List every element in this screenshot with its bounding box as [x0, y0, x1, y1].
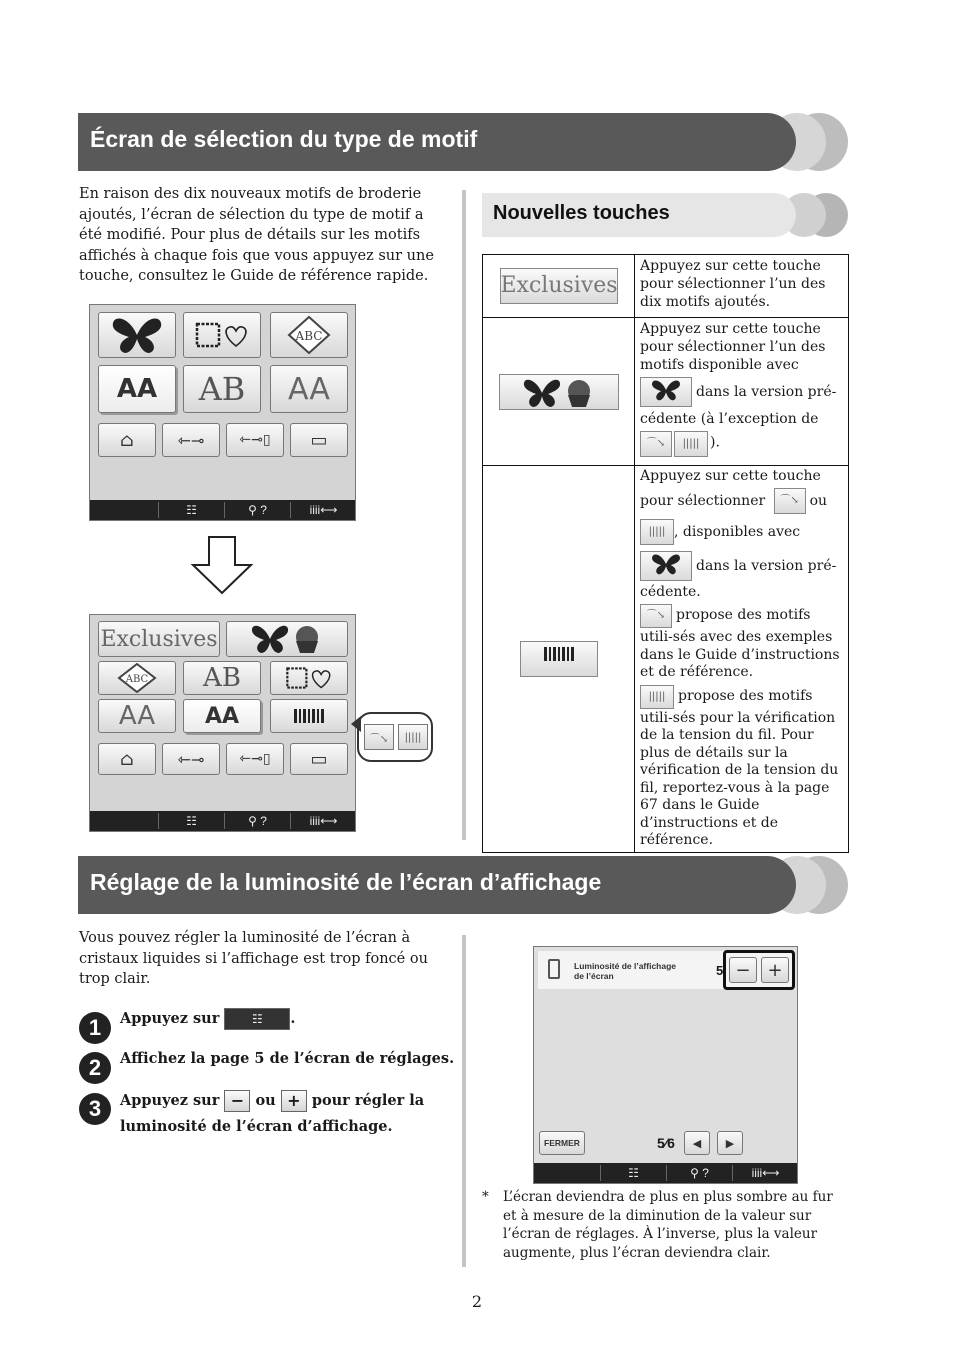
triangle-left-icon: ◀ [692, 1136, 702, 1150]
brightness-label-1: Luminosité de l’affichage [574, 961, 677, 971]
stitch-sample-icon: ⌒↘ [774, 488, 806, 514]
butterfly-key-icon [640, 377, 692, 407]
settings-icon[interactable]: ☷ [158, 813, 224, 829]
tension-barcode-icon: ||||| [640, 519, 674, 545]
barcode-icon [294, 709, 324, 723]
row2-text-c: ). [710, 434, 720, 451]
table-row [483, 318, 849, 466]
help-icon[interactable]: ⚲ ? [666, 1165, 732, 1181]
plus-button[interactable]: + [281, 1090, 307, 1112]
exclusives-key: Exclusives [500, 268, 618, 304]
plus-button[interactable]: + [761, 957, 789, 983]
key-butterfly[interactable] [98, 312, 176, 358]
row3-text-ou: ou [809, 492, 828, 509]
screen-after [89, 614, 356, 832]
step-number: 2 [79, 1052, 111, 1084]
triangle-right-icon: ▶ [725, 1136, 735, 1150]
brightness-label-2: de l’écran [574, 971, 614, 981]
new-keys-table [482, 254, 849, 853]
butterfly-icon [111, 315, 163, 355]
row2-text-b: dans la version pré-cédente (à l’exception de [640, 384, 837, 427]
tension-barcode-icon[interactable]: ||||| [398, 724, 428, 750]
key-machine[interactable] [98, 423, 156, 457]
key-monogram[interactable] [98, 661, 176, 695]
thread-tension-icon[interactable]: iiii⟷ [290, 502, 356, 518]
key-barcode[interactable] [270, 699, 348, 733]
butterfly-basket-icon [522, 377, 596, 409]
monogram-icon [117, 663, 157, 693]
subsection-title: Nouvelles touches [493, 202, 670, 224]
section-banner-luminosite [78, 856, 848, 914]
stitch-sample-icon[interactable]: ⌒↘ [364, 724, 394, 750]
screen-before [89, 304, 356, 521]
row3-text-e: propose des motifs utili-sés pour la vérification de la tension du fil. Pour plus de détails sur la vérification de la tension du fil, reportez-vous à la page 67 dans le Guide d’instructions et de référence. [640, 687, 839, 848]
settings-icon[interactable]: ☷ [224, 1008, 290, 1030]
key-exclusives[interactable]: Exclusives [98, 621, 220, 657]
close-button[interactable]: FERMER [539, 1131, 585, 1155]
row3-text-d: propose des motifs utili-sés avec des exemples dans le Guide d’instructions et de référence. [640, 607, 840, 680]
key-outline-alphabet[interactable]: AA [270, 365, 348, 413]
key-monogram[interactable] [270, 312, 348, 358]
phone-icon [548, 959, 560, 979]
note-text: L’écran deviendra de plus en plus sombre au fur et à mesure de la diminution de la valeur sur l’écran de réglages. À l’inverse, plus la valeur augmente, plus l’écran deviendra clair. [503, 1189, 833, 1261]
key-outline-alphabet[interactable]: AA [98, 699, 176, 733]
next-page-button[interactable] [717, 1131, 743, 1155]
bottom-bar [90, 811, 355, 831]
minus-button[interactable]: − [729, 957, 757, 983]
row3-text-c: dans la version pré-cédente. [640, 557, 837, 600]
help-icon[interactable]: ⚲ ? [224, 813, 290, 829]
note-star: * [482, 1189, 489, 1205]
frame-heart-icon [194, 320, 250, 350]
step-number: 3 [79, 1093, 111, 1125]
barcode-key [520, 641, 598, 677]
key-frame[interactable] [270, 661, 348, 695]
table-row [483, 466, 849, 853]
stitch-sample-icon: ⌒↘ [640, 431, 672, 457]
section-banner-motif [78, 113, 848, 171]
usb-mouse-icon: ⇽⊸▯ [239, 432, 271, 448]
svg-text:ABC: ABC [295, 329, 323, 343]
usb-mouse-icon: ⇽⊸▯ [239, 751, 271, 767]
step-1-text: Appuyez sur ☷ . [120, 1006, 295, 1032]
monogram-icon [287, 315, 331, 355]
frame-heart-icon [284, 665, 334, 691]
stitch-sample-icon: ⌒↘ [640, 604, 672, 628]
subsection-banner [482, 193, 848, 237]
page-number: 2 [471, 1292, 483, 1311]
column-divider [462, 190, 466, 840]
table-row [483, 255, 849, 318]
machine-icon: ⌂ [120, 748, 134, 770]
settings-icon[interactable]: ☷ [600, 1165, 666, 1181]
settings-icon[interactable]: ☷ [158, 502, 224, 518]
key-computer[interactable] [290, 423, 348, 457]
step-3-text: Appuyez sur − ou + pour régler la luminosité de l’écran d’affichage. [120, 1091, 425, 1135]
key-alphabet[interactable]: AA [98, 365, 176, 413]
barcode-subkeys-callout [357, 712, 433, 762]
key-frame[interactable] [183, 312, 261, 358]
key-usb-mouse[interactable] [226, 743, 284, 775]
key-decorative-alphabet[interactable]: AB [183, 365, 261, 413]
key-computer[interactable] [290, 743, 348, 775]
help-icon[interactable]: ⚲ ? [224, 502, 290, 518]
key-usb[interactable] [162, 743, 220, 775]
row2-text-a: Appuyez sur cette touche pour sélectionner l’un des motifs disponible avec [640, 321, 826, 373]
svg-text:ABC: ABC [125, 674, 149, 685]
machine-icon: ⌂ [120, 429, 134, 451]
minus-button[interactable]: − [224, 1090, 250, 1112]
key-decorative-alphabet[interactable]: AB [183, 661, 261, 695]
computer-icon: ▭ [310, 748, 328, 770]
butterfly-key-icon [640, 551, 692, 581]
key-machine[interactable] [98, 743, 156, 775]
thread-tension-icon[interactable]: iiii⟷ [732, 1165, 798, 1181]
bottom-bar [534, 1163, 797, 1183]
row3-text-b: , disponibles avec [674, 523, 801, 540]
bottom-bar [90, 500, 355, 520]
key-usb[interactable] [162, 423, 220, 457]
usb-icon: ⇽⊸ [177, 749, 205, 769]
key-butterfly-basket[interactable] [226, 621, 348, 657]
step-2-text: Affichez la page 5 de l’écran de réglages. [120, 1050, 455, 1067]
row3-text-a: Appuyez sur cette touche pour sélectionner [640, 468, 821, 509]
tension-barcode-icon: ||||| [674, 431, 708, 457]
tension-barcode-icon: ||||| [640, 685, 674, 709]
step-number: 1 [79, 1012, 111, 1044]
section-title-luminosite: Réglage de la luminosité de l’écran d’affichage [90, 869, 602, 895]
butterfly-basket-icon [250, 623, 324, 655]
down-arrow-icon [189, 535, 255, 597]
row1-text: Appuyez sur cette touche pour sélectionner l’un des dix motifs ajoutés. [635, 255, 849, 318]
plus-minus-highlight [723, 950, 795, 990]
prev-page-button[interactable] [684, 1131, 710, 1155]
brightness-value: 5 [716, 963, 724, 978]
butterfly-basket-key [499, 374, 619, 410]
usb-icon: ⇽⊸ [177, 430, 205, 450]
intro-motif: En raison des dix nouveaux motifs de broderie ajoutés, l’écran de sélection du type de motif a été modifié. Pour plus de détails sur les motifs affichés à chaque fois que vous appuyez sur une touche, consultez le Guide de référence rapide. [79, 186, 434, 284]
key-usb-mouse[interactable] [226, 423, 284, 457]
page-indicator: 5⁄6 [657, 1135, 675, 1151]
computer-icon: ▭ [310, 429, 328, 451]
barcode-icon [544, 647, 574, 661]
key-alphabet[interactable]: AA [183, 699, 261, 733]
section-title-motif: Écran de sélection du type de motif [90, 126, 478, 152]
thread-tension-icon[interactable]: iiii⟷ [290, 813, 356, 829]
column-divider [462, 935, 466, 1267]
settings-screen [533, 946, 798, 1184]
intro-luminosite: Vous pouvez régler la luminosité de l’écran à cristaux liquides si l’affichage est trop foncé ou trop clair. [79, 930, 428, 987]
